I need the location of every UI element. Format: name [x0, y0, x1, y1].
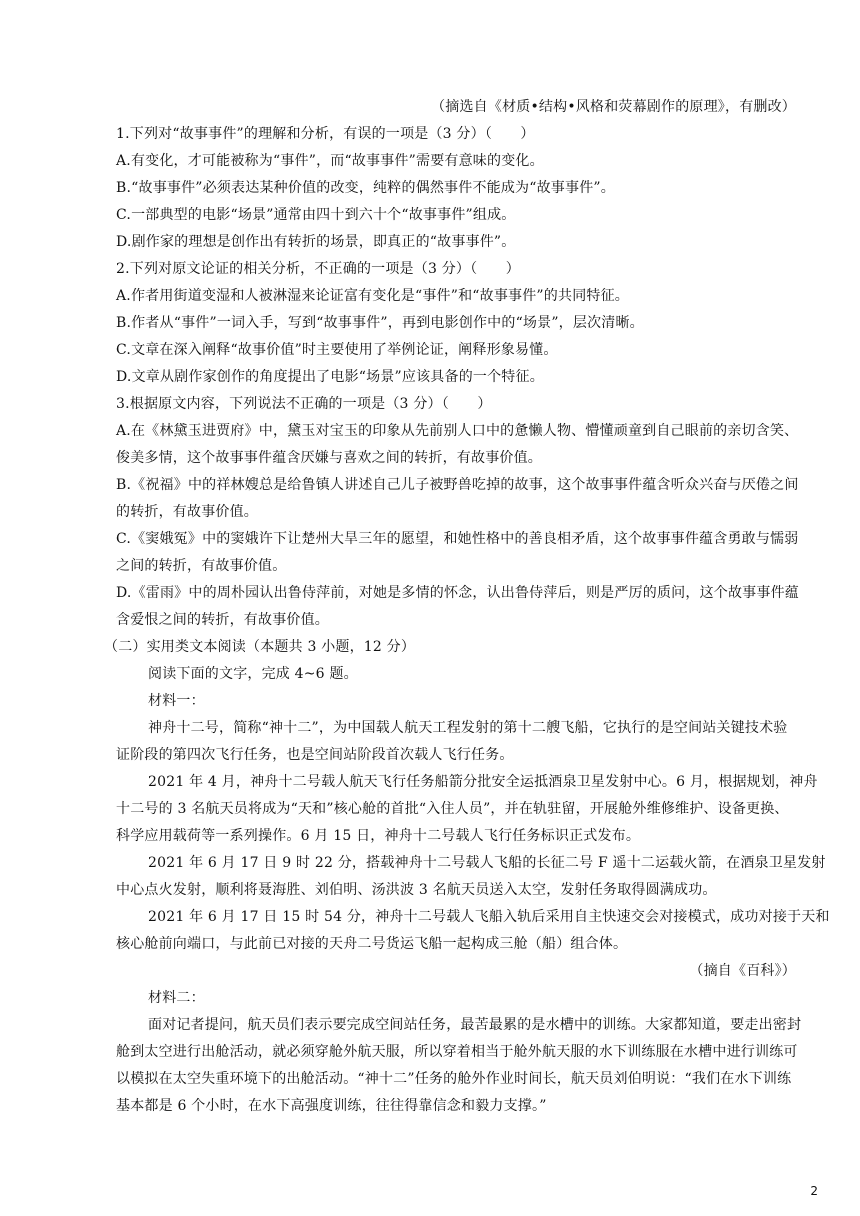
material-1-p3-line-1: 2021 年 6 月 17 日 9 时 22 分，搭载神舟十二号载人飞船的长征二号 F 遥十二运载火箭，在酒泉卫星发射 — [148, 855, 826, 871]
question-3-option-a-line-2: 俊美多情，这个故事事件蕴含厌嫌与喜欢之间的转折，有故事价值。 — [116, 450, 542, 466]
section-2-heading: （二）实用类文本阅读（本题共 3 小题，12 分） — [104, 639, 416, 655]
material-2-label: 材料二： — [148, 990, 205, 1006]
material-1-p2-line-2: 十二号的 3 名航天员将成为“天和”核心舱的首批“入住人员”，并在轨驻留，开展舱外维修维护、设备更换、 — [116, 801, 789, 817]
question-2-option-d: D.文章从剧作家创作的角度提出了电影“场景”应该具备的一个特征。 — [116, 369, 544, 385]
question-3-option-d-line-2: 含爱恨之间的转折，有故事价值。 — [116, 612, 329, 628]
question-1-stem: 1.下列对“故事事件”的理解和分析，有误的一项是（3 分）（ ） — [116, 126, 535, 142]
question-3-option-a-line-1: A.在《林黛玉进贾府》中，黛玉对宝玉的印象从先前别人口中的惫懒人物、懵懂顽童到自己眼前的亲切含笑、 — [116, 423, 799, 439]
question-1-option-d: D.剧作家的理想是创作出有转折的场景，即真正的“故事事件”。 — [116, 234, 516, 250]
question-1-option-a: A.有变化，才可能被称为“事件”，而“故事事件”需要有意味的变化。 — [116, 153, 544, 169]
material-1-source: （摘自《百科》） — [689, 963, 796, 979]
source-citation: （摘选自《材质•结构•风格和荧幕剧作的原理》，有删改） — [431, 99, 796, 115]
material-1-p4-line-2: 核心舱前向端口，与此前已对接的天舟二号货运飞船一起构成三舱（船）组合体。 — [116, 936, 628, 952]
material-1-p2-line-3: 科学应用载荷等一系列操作。6 月 15 日，神舟十二号载人飞行任务标识正式发布。 — [116, 828, 641, 844]
question-3-option-d-line-1: D.《雷雨》中的周朴园认出鲁侍萍前，对她是多情的怀念，认出鲁侍萍后，则是严厉的质问，这个故事事件蕴 — [116, 585, 799, 601]
question-3-option-c-line-1: C.《窦娥冤》中的窦娥许下让楚州大旱三年的愿望，和她性格中的善良相矛盾，这个故事事件蕴含勇敢与懦弱 — [116, 531, 799, 547]
material-2-line-4: 基本都是 6 个小时，在水下高强度训练，往往得靠信念和毅力支撑。” — [116, 1098, 547, 1114]
question-2-option-a: A.作者用街道变湿和人被淋湿来论证富有变化是“事件”和“故事事件”的共同特征。 — [116, 288, 629, 304]
section-2-instruction: 阅读下面的文字，完成 4~6 题。 — [148, 666, 358, 682]
material-1-p4-line-1: 2021 年 6 月 17 日 15 时 54 分，神舟十二号载人飞船入轨后采用自主快速交会对接模式，成功对接于天和 — [148, 909, 830, 925]
question-3-stem: 3.根据原文内容，下列说法不正确的一项是（3 分）（ ） — [116, 396, 492, 412]
material-1-p3-line-2: 中心点火发射，顺利将聂海胜、刘伯明、汤洪波 3 名航天员送入太空，发射任务取得圆满成功。 — [116, 882, 717, 898]
question-1-option-b: B.“故事事件”必须表达某种价值的改变，纯粹的偶然事件不能成为“故事事件”。 — [116, 180, 615, 196]
question-2-option-b: B.作者从“事件”一词入手，写到“故事事件”，再到电影创作中的“场景”，层次清晰。 — [116, 315, 644, 331]
material-1-p1-line-1: 神舟十二号，简称“神十二”，为中国载人航天工程发射的第十二艘飞船，它执行的是空间站关键技术验 — [148, 720, 788, 736]
material-2-line-3: 以模拟在太空失重环境下的出舱活动。“神十二”任务的舱外作业时间长，航天员刘伯明说：“我们在水下训练 — [116, 1071, 792, 1087]
material-2-line-1: 面对记者提问，航天员们表示要完成空间站任务，最苦最累的是水槽中的训练。大家都知道，要走出密封 — [148, 1017, 802, 1033]
question-2-stem: 2.下列对原文论证的相关分析，不正确的一项是（3 分）（ ） — [116, 261, 520, 277]
page-number: 2 — [810, 1184, 818, 1198]
material-2-line-2: 舱到太空进行出舱活动，就必须穿舱外航天服，所以穿着相当于舱外航天服的水下训练服在水槽中进行训练可 — [116, 1044, 798, 1060]
question-3-option-b-line-2: 的转折，有故事价值。 — [116, 504, 258, 520]
question-3-option-b-line-1: B.《祝福》中的祥林嫂总是给鲁镇人讲述自己儿子被野兽吃掉的故事，这个故事事件蕴含听众兴奋与厌倦之间 — [116, 477, 799, 493]
material-1-p1-line-2: 证阶段的第四次飞行任务，也是空间站阶段首次载人飞行任务。 — [116, 747, 514, 763]
material-1-label: 材料一： — [148, 693, 205, 709]
question-1-option-c: C.一部典型的电影“场景”通常由四十到六十个“故事事件”组成。 — [116, 207, 516, 223]
material-1-p2-line-1: 2021 年 4 月，神舟十二号载人航天飞行任务船箭分批安全运抵酒泉卫星发射中心。6 月，根据规划，神舟 — [148, 774, 818, 790]
question-3-option-c-line-2: 之间的转折，有故事价值。 — [116, 558, 287, 574]
question-2-option-c: C.文章在深入阐释“故事价值”时主要使用了举例论证，阐释形象易懂。 — [116, 342, 558, 358]
